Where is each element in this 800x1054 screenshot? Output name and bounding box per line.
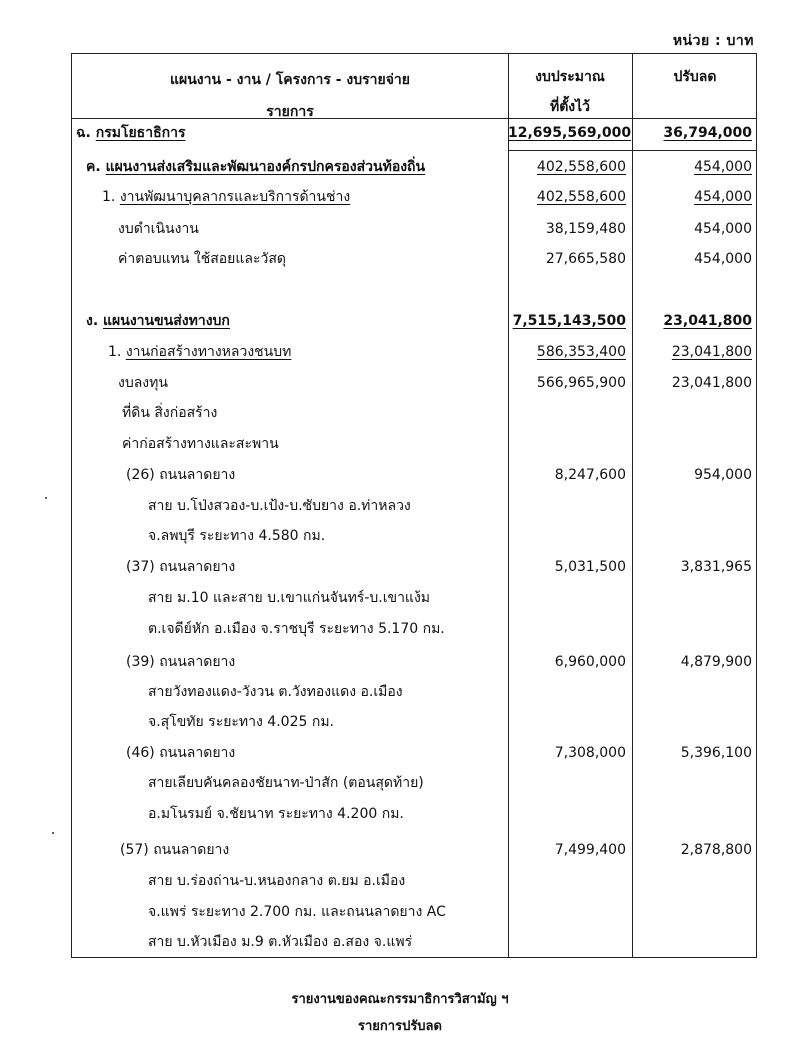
table-row-work [72, 182, 756, 212]
row-prefix: 1. [102, 189, 120, 205]
table-row-work [72, 337, 756, 367]
table-row-detail [72, 707, 756, 737]
cut-value: 36,794,000 [663, 125, 752, 141]
table-row-detail [72, 897, 756, 927]
row-label: ค่าก่อสร้างทางและสะพาน [122, 436, 279, 452]
row-label [86, 152, 425, 182]
table-row-project [72, 835, 756, 865]
row-label: ที่ดิน สิ่งก่อสร้าง [122, 405, 218, 421]
table-row-project [72, 738, 756, 768]
table-row-project [72, 552, 756, 582]
row-label: (39) ถนนลาดยาง [126, 654, 236, 670]
header-budget-line1: งบประมาณ [535, 69, 605, 85]
row-label [102, 182, 350, 212]
cut-value: 454,000 [694, 159, 752, 175]
cut-value: 454,000 [694, 251, 752, 267]
row-label: สาย ม.10 และสาย บ.เขาแก่นจันทร์-บ.เขาแง้ม [148, 590, 431, 606]
header-cut-column [632, 62, 758, 92]
table-row-detail [72, 677, 756, 707]
budget-value: 566,965,900 [536, 375, 626, 391]
row-prefix: ค. [86, 159, 106, 175]
cut-value: 454,000 [694, 189, 752, 205]
table-row [72, 368, 756, 398]
budget-value: 7,308,000 [554, 745, 626, 761]
header-plan-line2: รายการ [266, 104, 314, 120]
header-budget-line2: ที่ตั้งไว้ [549, 99, 591, 115]
row-label: (57) ถนนลาดยาง [120, 842, 230, 858]
cut-value: 954,000 [694, 467, 752, 483]
table-row-project [72, 460, 756, 490]
row-label: ค่าตอบแทน ใช้สอยและวัสดุ [118, 251, 286, 267]
row-prefix: ง. [86, 313, 104, 329]
row-label [108, 337, 291, 367]
unit-label: หน่วย : บาท [672, 33, 754, 49]
row-label: งบดำเนินงาน [118, 221, 199, 237]
budget-value: 7,515,143,500 [512, 313, 626, 329]
row-divider [508, 150, 756, 151]
footer-report-subtitle: รายการปรับลด [358, 1019, 442, 1034]
budget-value: 7,499,400 [554, 842, 626, 858]
cut-value: 23,041,800 [663, 313, 752, 329]
row-prefix: 1. [108, 344, 126, 360]
header-cut-line1: ปรับลด [673, 69, 717, 85]
budget-value: 27,665,580 [545, 251, 626, 267]
cut-value: 3,831,965 [680, 559, 752, 575]
row-label: จ.สุโขทัย ระยะทาง 4.025 กม. [148, 714, 334, 730]
table-row-detail [72, 768, 756, 798]
row-label: จ.ลพบุรี ระยะทาง 4.580 กม. [148, 528, 326, 544]
budget-value: 402,558,600 [536, 189, 626, 205]
budget-value: 8,247,600 [554, 467, 626, 483]
table-row-plan [72, 152, 756, 182]
row-title: กรมโยธาธิการ [95, 125, 186, 141]
table-row-project [72, 647, 756, 677]
budget-value: 586,353,400 [536, 344, 626, 360]
cut-value: 23,041,800 [671, 344, 752, 360]
table-row [72, 429, 756, 459]
scan-speck [52, 832, 54, 834]
row-label: (37) ถนนลาดยาง [126, 559, 236, 575]
row-label: (46) ถนนลาดยาง [126, 745, 236, 761]
row-label: สาย บ.หัวเมือง ม.9 ต.หัวเมือง อ.สอง จ.แพร่ [148, 934, 413, 950]
budget-value: 6,960,000 [554, 654, 626, 670]
cut-value: 23,041,800 [671, 375, 752, 391]
cut-value: 2,878,800 [680, 842, 752, 858]
table-row-detail [72, 927, 756, 957]
table-row-detail [72, 799, 756, 829]
budget-value: 38,159,480 [545, 221, 626, 237]
row-label: สาย บ.ร่องถ่าน-บ.หนองกลาง ต.ยม อ.เมือง [148, 873, 406, 889]
table-row-detail [72, 866, 756, 896]
header-plan-line1: แผนงาน - งาน / โครงการ - งบรายจ่าย [170, 72, 410, 88]
row-label: สาย บ.โป่งสวอง-บ.เป้ง-บ.ซับยาง อ.ท่าหลวง [148, 498, 411, 514]
table-row-plan [72, 306, 756, 336]
row-title: งานพัฒนาบุคลากรและบริการด้านช่าง [119, 189, 351, 205]
scan-speck [45, 497, 47, 499]
row-label: จ.แพร่ ระยะทาง 2.700 กม. และถนนลาดยาง AC [148, 904, 446, 920]
table-row-detail [72, 614, 756, 644]
row-label [76, 118, 186, 148]
row-label: สายเลียบคันคลองชัยนาท-ป่าสัก (ตอนสุดท้าย) [148, 775, 424, 791]
row-label: ต.เจดีย์หัก อ.เมือง จ.ราชบุรี ระยะทาง 5.170 กม. [148, 621, 445, 637]
table-row-detail [72, 521, 756, 551]
table-row [72, 398, 756, 428]
table-row-detail [72, 583, 756, 613]
row-title: แผนงานขนส่งทางบก [103, 313, 230, 329]
budget-value: 5,031,500 [554, 559, 626, 575]
budget-table [71, 53, 757, 958]
row-label [86, 306, 230, 336]
row-title: งานก่อสร้างทางหลวงชนบท [125, 344, 292, 360]
cut-value: 454,000 [694, 221, 752, 237]
row-label: งบลงทุน [118, 375, 168, 391]
cut-value: 5,396,100 [680, 745, 752, 761]
row-label: (26) ถนนลาดยาง [126, 467, 236, 483]
table-row [72, 244, 756, 274]
table-row [72, 214, 756, 244]
header-budget-column [508, 62, 632, 122]
row-label: สายวังทองแดง-วังวน ต.วังทองแดง อ.เมือง [148, 684, 403, 700]
table-row-department [72, 118, 756, 148]
budget-value: 12,695,569,000 [508, 125, 632, 141]
footer-report-title: รายงานของคณะกรรมาธิการวิสามัญ ฯ [291, 992, 509, 1007]
cut-value: 4,879,900 [680, 654, 752, 670]
row-prefix: ฉ. [76, 125, 96, 141]
row-label: อ.มโนรมย์ จ.ชัยนาท ระยะทาง 4.200 กม. [148, 806, 404, 822]
row-title: แผนงานส่งเสริมและพัฒนาองค์กรปกครองส่วนท้องถิ่น [105, 159, 426, 175]
budget-value: 402,558,600 [536, 159, 626, 175]
table-row-detail [72, 491, 756, 521]
